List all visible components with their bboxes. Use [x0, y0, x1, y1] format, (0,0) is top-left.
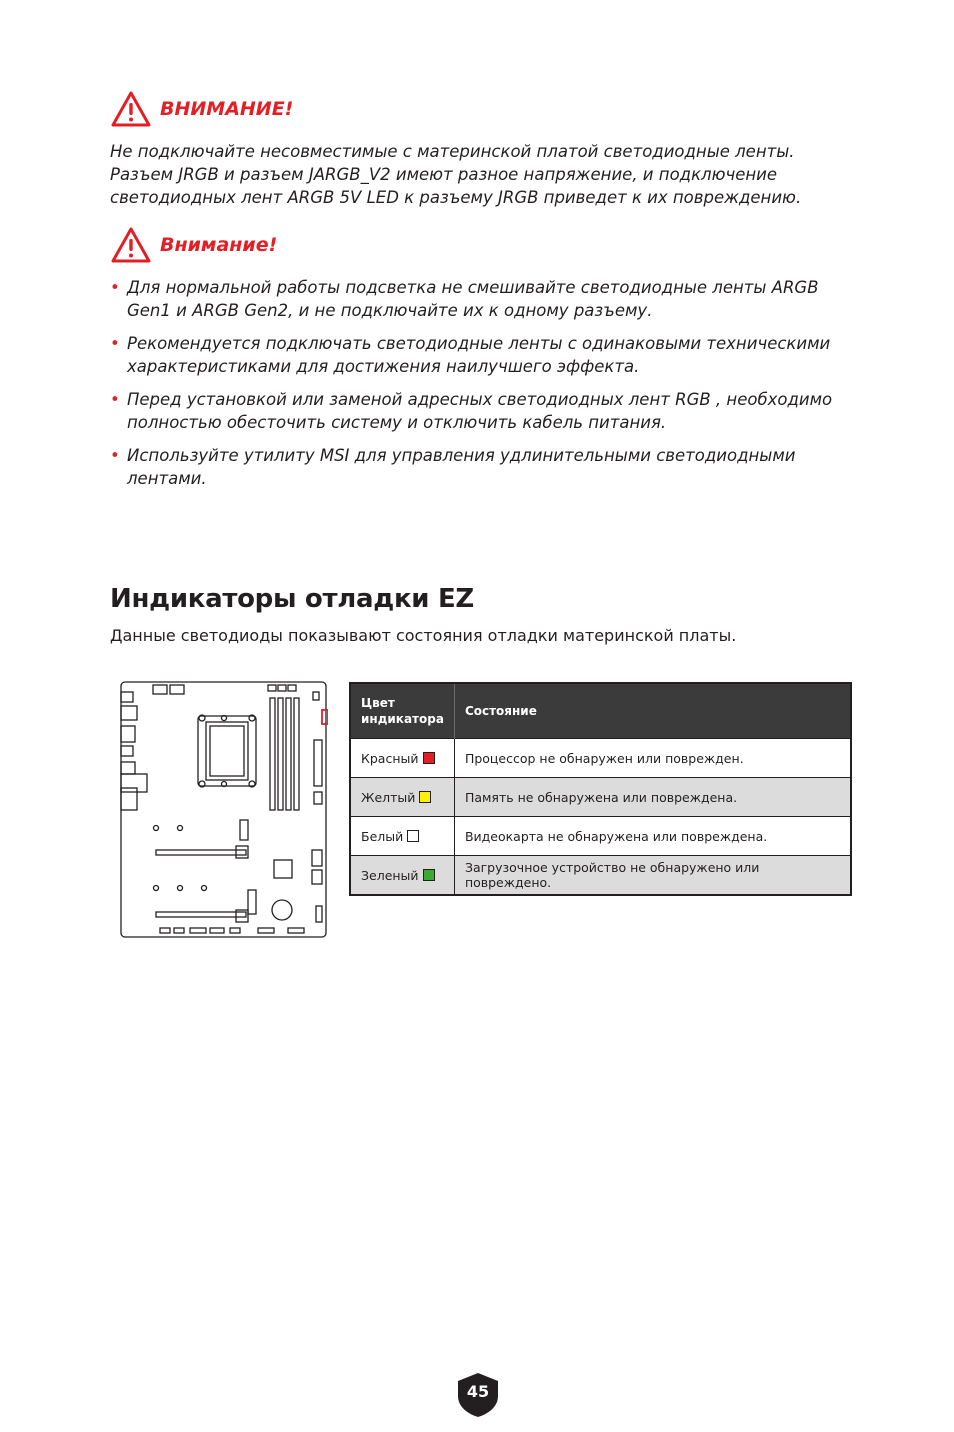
- list-item: • Перед установкой или заменой адресных светодиодных лент RGB , необходимо полностью обесточить систему и отключить кабель питания.: [110, 390, 833, 432]
- table-row: [350, 817, 851, 856]
- led-state-cell: Загрузочное устройство не обнаружено или повреждено.: [454, 856, 851, 896]
- motherboard-diagram: [118, 680, 328, 940]
- warning-title: Внимание!: [160, 234, 278, 256]
- warning-heading-2: [110, 226, 277, 264]
- warning-triangle-icon: [110, 226, 152, 264]
- table-row: [350, 856, 851, 896]
- column-header-color: Цвет индикатора: [350, 683, 454, 739]
- led-state-cell: Память не обнаружена или повреждена.: [454, 778, 851, 817]
- page-number: 45: [466, 1382, 490, 1401]
- bullet: •: [110, 390, 120, 409]
- list-item: • Используйте утилиту MSI для управления удлинительными светодиодными лентами.: [110, 446, 796, 488]
- table-row: [350, 778, 851, 817]
- column-header-state: Состояние: [454, 683, 851, 739]
- bullet: •: [110, 278, 120, 297]
- page-number-badge: [457, 1372, 499, 1418]
- section-title: Индикаторы отладки EZ: [110, 584, 474, 614]
- color-swatch: [423, 752, 435, 764]
- warning-heading-1: [110, 90, 293, 128]
- warning-list: [110, 276, 850, 500]
- bullet: •: [110, 334, 120, 353]
- color-swatch: [407, 830, 419, 842]
- led-color-cell: Красный: [350, 739, 454, 778]
- warning-title: ВНИМАНИЕ!: [160, 98, 294, 120]
- warning-text: Не подключайте несовместимые с материнской платой светодиодные ленты. Разъем JRGB и разъем JARGB_V2 имеют разное напряжение, и подключение светодиодных лент ARGB 5V LED к разъему JRGB приведет к их повреждению.: [110, 142, 802, 207]
- table-header-row: [350, 683, 851, 739]
- led-state-cell: Видеокарта не обнаружена или повреждена.: [454, 817, 851, 856]
- led-status-table: [349, 682, 852, 896]
- led-color-cell: Желтый: [350, 778, 454, 817]
- list-item: • Рекомендуется подключать светодиодные ленты с одинаковыми техническими характеристиками для достижения наилучшего эффекта.: [110, 334, 831, 376]
- list-item: • Для нормальной работы подсветка не смешивайте светодиодные ленты ARGB Gen1 и ARGB Gen2, и не подключайте их к одному разъему.: [110, 278, 819, 320]
- table-row: [350, 739, 851, 778]
- led-state-cell: Процессор не обнаружен или поврежден.: [454, 739, 851, 778]
- color-swatch: [419, 791, 431, 803]
- warning-triangle-icon: [110, 90, 152, 128]
- bullet: •: [110, 446, 120, 465]
- led-color-cell: Зеленый: [350, 856, 454, 896]
- color-swatch: [423, 869, 435, 881]
- led-color-cell: Белый: [350, 817, 454, 856]
- section-intro: Данные светодиоды показывают состояния отладки материнской платы.: [110, 626, 737, 645]
